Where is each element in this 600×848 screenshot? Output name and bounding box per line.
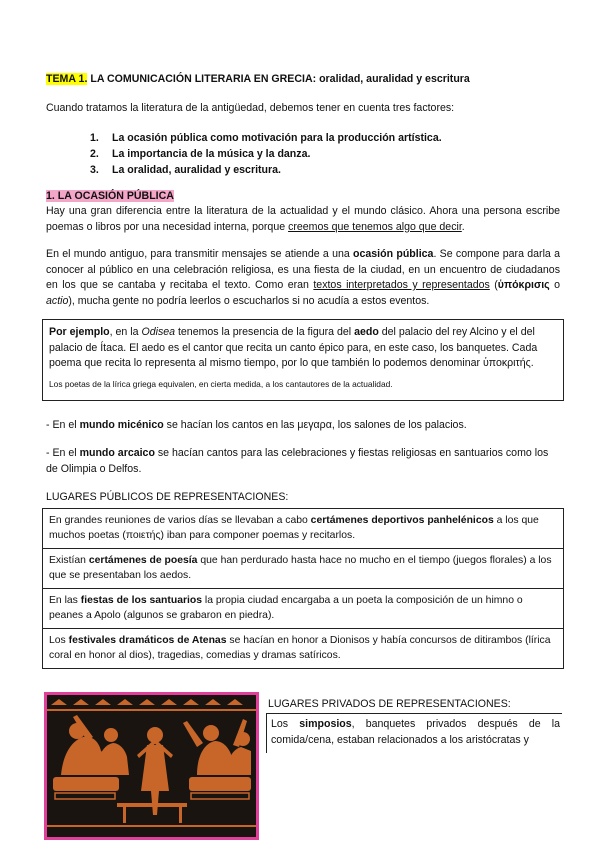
paragraph-2: En el mundo antiguo, para transmitir mensajes se atiende a una ocasión pública. Se compone para darla a conocer al público en una celebración religiosa, es una fiesta de la ciudad, en un encuentro de ciudadanos en los que se cantaba y recitaba el texto. Como eran textos interpretados y representados (ὑπόκρισις o actio), mucha gente no podría leerlos o escucharlos si no acudía a estos eventos. (46, 248, 560, 307)
list-item: 2. La importancia de la música y la danza. (90, 148, 311, 160)
table-row: Existían certámenes de poesía que han perdurado hasta hace no mucho en el tiempo (juegos florales) a los que se presentaban los aedos. (43, 549, 563, 589)
example-text: Por ejemplo, en la Odisea tenemos la presencia de la figura del aedo del palacio del rey Alcino y el del palacio de Ítaca. El aedo es el cantor que recita un canto épico para, en este caso, los banquetes. Cada poema que recita lo representa al mismo tiempo, por lo que también lo podemos denominar ὑποκριτής. (49, 326, 538, 369)
table-row: En las fiestas de los santuarios la propia ciudad encargaba a un poeta la composición de un himno o peanes a Apolo (algunos se grabaron en piedra). (43, 589, 563, 629)
arcaico-paragraph: - En el mundo arcaico se hacían cantos para las celebraciones y fiestas religiosas en santuarios como los de Olimpia o Delfos. (46, 447, 549, 475)
symposium-vase-image (44, 692, 259, 840)
section-heading (46, 189, 174, 205)
paragraph-1: Hay una gran diferencia entre la literatura de la actualidad y el mundo clásico. Ahora una persona escribe poemas o libros por una necesidad interna, porque creemos que tenemos algo que decir. (46, 205, 560, 233)
table-row: En grandes reuniones de varios días se llevaban a cabo certámenes deportivos panhelénicos a los que muchos poetas (ποιετής) iban para componer poemas y recitarlos. (43, 509, 563, 549)
page-title (46, 72, 566, 88)
list-item: 1. La ocasión pública como motivación para la producción artística. (90, 132, 442, 144)
micenico-paragraph: - En el mundo micénico se hacían los cantos en las μεγαρα, los salones de los palacios. (46, 419, 467, 431)
public-places-heading: LUGARES PÚBLICOS DE REPRESENTACIONES: (46, 491, 289, 503)
private-places-paragraph: Los simposios, banquetes privados después de la comida/cena, estaban relacionados a los aristócratas y (266, 713, 562, 753)
private-places-heading: LUGARES PRIVADOS DE REPRESENTACIONES: (268, 698, 511, 710)
public-places-table (42, 508, 564, 669)
vase-illustration (47, 695, 256, 837)
list-item: 3. La oralidad, auralidad y escritura. (90, 164, 281, 176)
tema-label: TEMA 1. (46, 73, 88, 85)
title-text: LA COMUNICACIÓN LITERARIA EN GRECIA: oralidad, auralidad y escritura (87, 73, 470, 85)
factors-list (90, 130, 550, 178)
intro-paragraph: Cuando tratamos la literatura de la antigüedad, debemos tener en cuenta tres factores: (46, 102, 455, 114)
example-box (42, 319, 564, 401)
example-note: Los poetas de la lírica griega equivalen, en cierta medida, a los cantautores de la actualidad. (49, 378, 393, 389)
table-row: Los festivales dramáticos de Atenas se hacían en honor a Dionisos y había concursos de ditirambos (lírica coral en honor al dios), tragedias, comedias y dramas satíricos. (43, 629, 563, 669)
section-heading-text: 1. LA OCASIÓN PÚBLICA (46, 190, 174, 202)
